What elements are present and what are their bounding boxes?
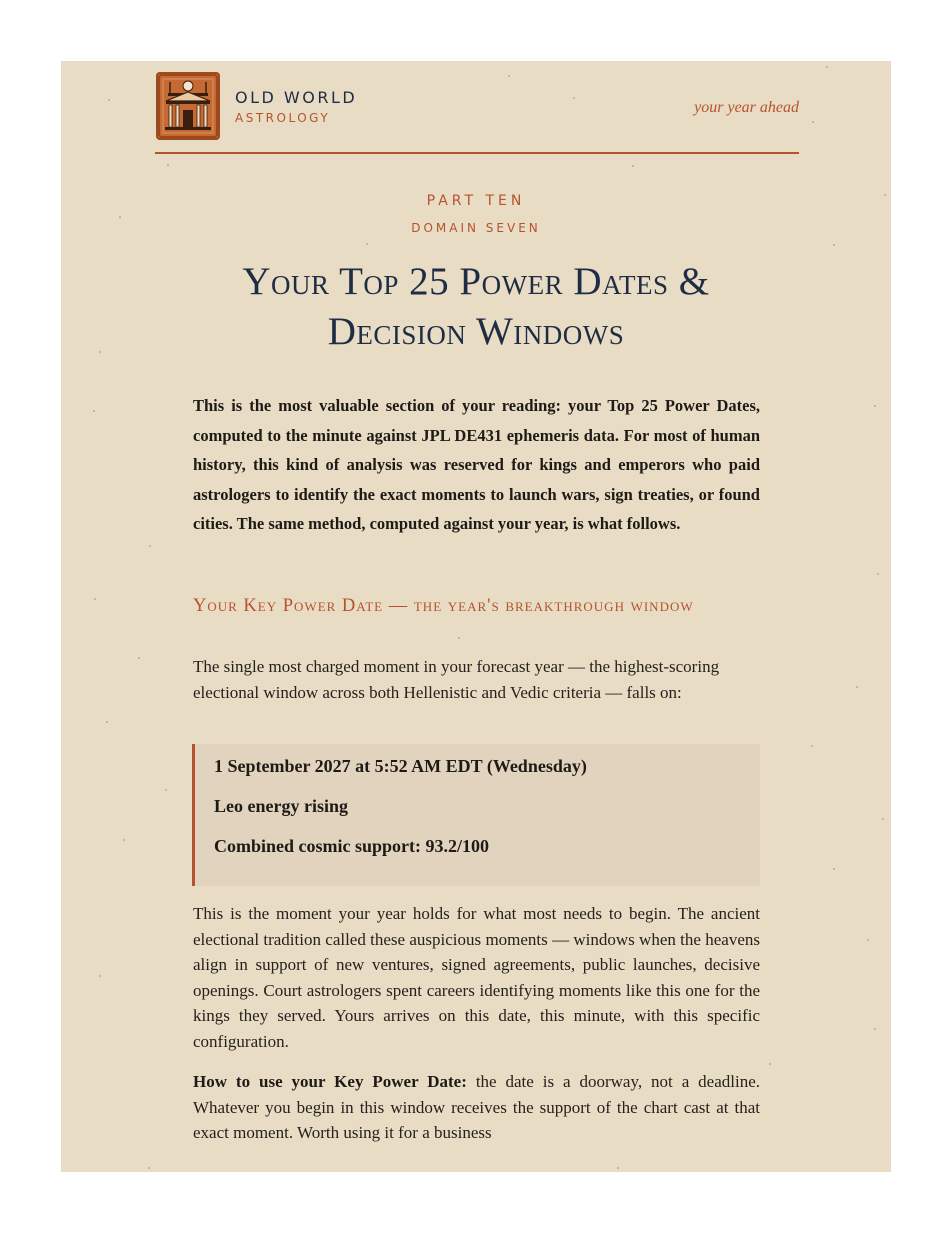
paper-speck xyxy=(769,1063,771,1065)
howto-label: How to use your Key Power Date: xyxy=(193,1072,467,1091)
brand-subtitle: ASTROLOGY xyxy=(235,111,331,125)
paper-speck xyxy=(867,939,869,941)
paper-speck xyxy=(366,243,368,245)
paper-speck xyxy=(99,351,101,353)
key-date-lead: The single most charged moment in your forecast year — the highest-scoring electional window across both Hellenistic and Vedic criteria — falls on: xyxy=(193,657,720,702)
paper-speck xyxy=(138,657,140,659)
header-tagline: your year ahead xyxy=(694,99,799,116)
page-title xyxy=(181,257,771,357)
paper-speck xyxy=(149,545,151,547)
part-label: PART TEN xyxy=(426,193,526,209)
page-title-line2: Decision Windows xyxy=(327,310,625,353)
key-date-callout xyxy=(192,744,760,886)
page-title-line1: Your Top 25 Power Dates & xyxy=(242,260,710,303)
paper-speck xyxy=(826,66,828,68)
paper-speck xyxy=(632,165,634,167)
key-date-heading: Your Key Power Date — the year's breakthrough window xyxy=(193,596,694,616)
paper-speck xyxy=(119,216,121,218)
key-date-datetime: 1 September 2027 at 5:52 AM EDT (Wednesday) xyxy=(214,756,587,776)
paper-speck xyxy=(874,1028,876,1030)
paper-speck xyxy=(123,839,125,841)
intro-paragraph: This is the most valuable section of your reading: your Top 25 Power Dates, computed to the minute against JPL DE431 ephemeris data. For most of human history, this kind of analysis was reserved for kings and emperors who paid astrologers to identify the exact moments to launch wars, sign treaties, or found cities. The same method, computed against your year, is what follows. xyxy=(193,396,760,533)
paper-speck xyxy=(458,637,460,639)
brand-name: OLD WORLD xyxy=(235,88,358,107)
paper-speck xyxy=(617,1167,619,1169)
paper-speck xyxy=(812,121,814,123)
paper-speck xyxy=(882,818,884,820)
key-date-howto xyxy=(193,1069,760,1146)
paper-speck xyxy=(811,745,813,747)
paper-speck xyxy=(94,598,96,600)
paper-speck xyxy=(573,97,575,99)
paper-speck xyxy=(106,721,108,723)
paper-speck xyxy=(833,244,835,246)
paper-speck xyxy=(165,789,167,791)
paper-speck xyxy=(148,1167,150,1169)
domain-label: DOMAIN SEVEN xyxy=(411,221,541,235)
paper-speck xyxy=(508,75,510,77)
paper-speck xyxy=(877,573,879,575)
paper-speck xyxy=(108,99,110,101)
paper-speck xyxy=(93,410,95,412)
key-date-body: This is the moment your year holds for what most needs to begin. The ancient electional tradition called these auspicious moments — windows when the heavens align in support of new ventures, signed agreements, public launches, decisive openings. Court astrologers spent careers identifying moments like this one for the kings they served. Yours arrives on this date, this minute, with this specific configuration. xyxy=(193,904,760,1051)
temple-logo-icon xyxy=(156,72,220,140)
howto-text: the date is a doorway, not a deadline. Whatever you begin in this window receives the support of the chart cast at that exact moment. Worth using it for a business xyxy=(193,1072,760,1142)
header-divider xyxy=(155,152,799,154)
paper-speck xyxy=(833,868,835,870)
paper-speck xyxy=(856,686,858,688)
paper-speck xyxy=(167,164,169,166)
key-date-energy: Leo energy rising xyxy=(214,796,348,816)
document-page xyxy=(61,61,891,1172)
paper-speck xyxy=(99,975,101,977)
key-date-support-score: Combined cosmic support: 93.2/100 xyxy=(214,836,490,856)
paper-speck xyxy=(874,405,876,407)
